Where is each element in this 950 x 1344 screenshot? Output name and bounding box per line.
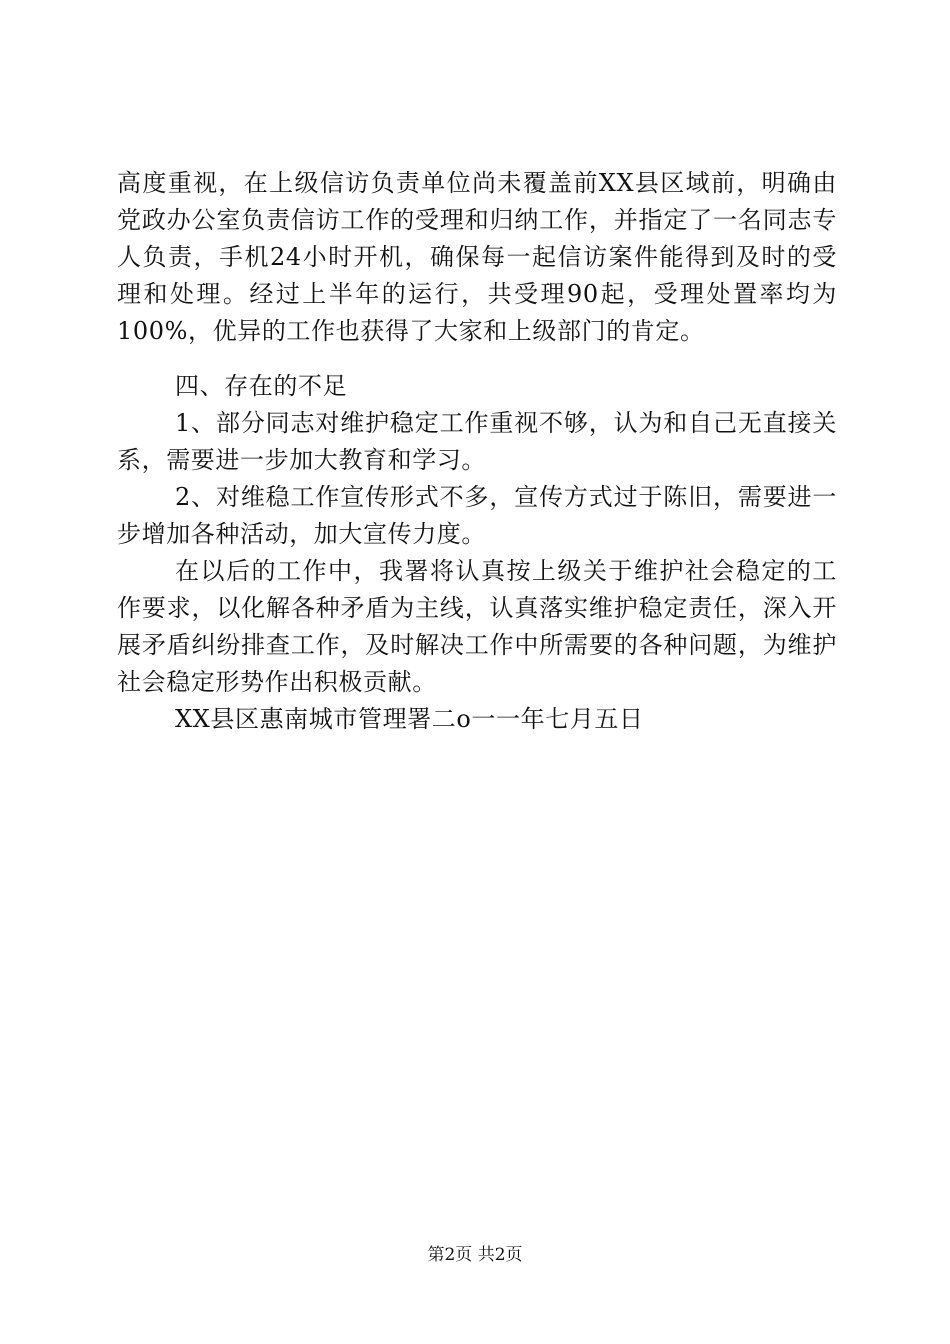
paragraph-item-1: 1、部分同志对维护稳定工作重视不够，认为和自己无直接关系，需要进一步加大教育和学习。 xyxy=(117,409,837,474)
paragraph-spacer xyxy=(117,350,837,368)
paragraph-conclusion: 在以后的工作中，我署将认真按上级关于维护社会稳定的工作要求，以化解各种矛盾为主线，认真落实维护稳定责任，深入开展矛盾纠纷排查工作，及时解决工作中所需要的各种问题，为维护社会稳定形势作出积极贡献。 xyxy=(117,557,837,696)
document-body xyxy=(117,165,837,738)
page-footer xyxy=(0,1243,950,1267)
paragraph-item-2: 2、对维稳工作宣传形式不多，宣传方式过于陈旧，需要进一步增加各种活动，加大宣传力度。 xyxy=(117,483,837,548)
section-heading: 四、存在的不足 xyxy=(175,372,348,400)
paragraph-continuation: 高度重视，在上级信访负责单位尚未覆盖前XX县区域前，明确由党政办公室负责信访工作的受理和归纳工作，并指定了一名同志专人负责，手机24小时开机，确保每一起信访案件能得到及时的受理和处理。经过上半年的运行，共受理90起，受理处置率均为100%，优异的工作也获得了大家和上级部门的肯定。 xyxy=(117,169,837,345)
page-number: 第2页 共2页 xyxy=(427,1245,523,1265)
signature-line: XX县区惠南城市管理署二o一一年七月五日 xyxy=(175,705,644,733)
